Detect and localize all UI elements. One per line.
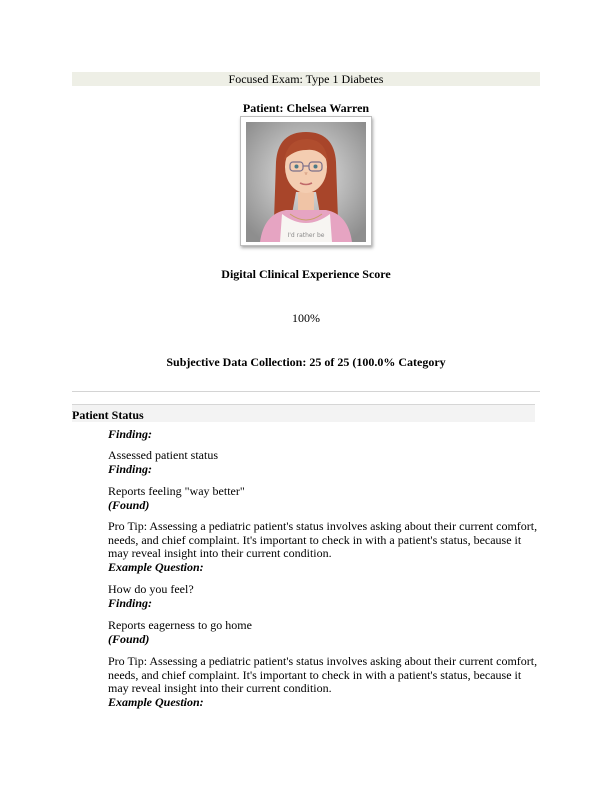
patient-name: Patient: Chelsea Warren bbox=[242, 101, 370, 115]
example-question-label: Example Question: bbox=[108, 560, 204, 574]
finding-label: Finding: bbox=[108, 462, 153, 476]
patient-avatar-illustration bbox=[246, 122, 366, 242]
finding-text: Assessed patient status bbox=[108, 448, 218, 462]
score-value: 100% bbox=[292, 311, 320, 325]
exam-title: Focused Exam: Type 1 Diabetes bbox=[72, 72, 540, 86]
example-question-text: How do you feel? bbox=[108, 582, 194, 596]
category-heading: Subjective Data Collection: 25 of 25 (100.0% Category bbox=[166, 355, 446, 369]
pro-tip-text: Pro Tip: Assessing a pediatric patient's status involves asking about their current comfort, needs, and chief complaint. It's important to check in with a patient's status, because it may reveal insight into their current condition. bbox=[108, 654, 538, 695]
finding-label: Finding: bbox=[108, 596, 153, 610]
patient-avatar bbox=[240, 116, 372, 246]
pro-tip-text: Pro Tip: Assessing a pediatric patient's status involves asking about their current comfort, needs, and chief complaint. It's important to check in with a patient's status, because it may reveal insight into their current condition. bbox=[108, 519, 538, 560]
example-question-label: Example Question: bbox=[108, 695, 204, 709]
finding-label: Finding: bbox=[108, 427, 153, 441]
found-label: (Found) bbox=[108, 632, 150, 646]
finding-text: Reports eagerness to go home bbox=[108, 618, 252, 632]
score-heading: Digital Clinical Experience Score bbox=[221, 267, 391, 281]
section-divider bbox=[72, 391, 540, 392]
shirt-caption: I'd rather be bbox=[287, 232, 325, 239]
finding-text: Reports feeling "way better" bbox=[108, 484, 245, 498]
section-header: Patient Status bbox=[72, 404, 535, 422]
found-label: (Found) bbox=[108, 498, 150, 512]
